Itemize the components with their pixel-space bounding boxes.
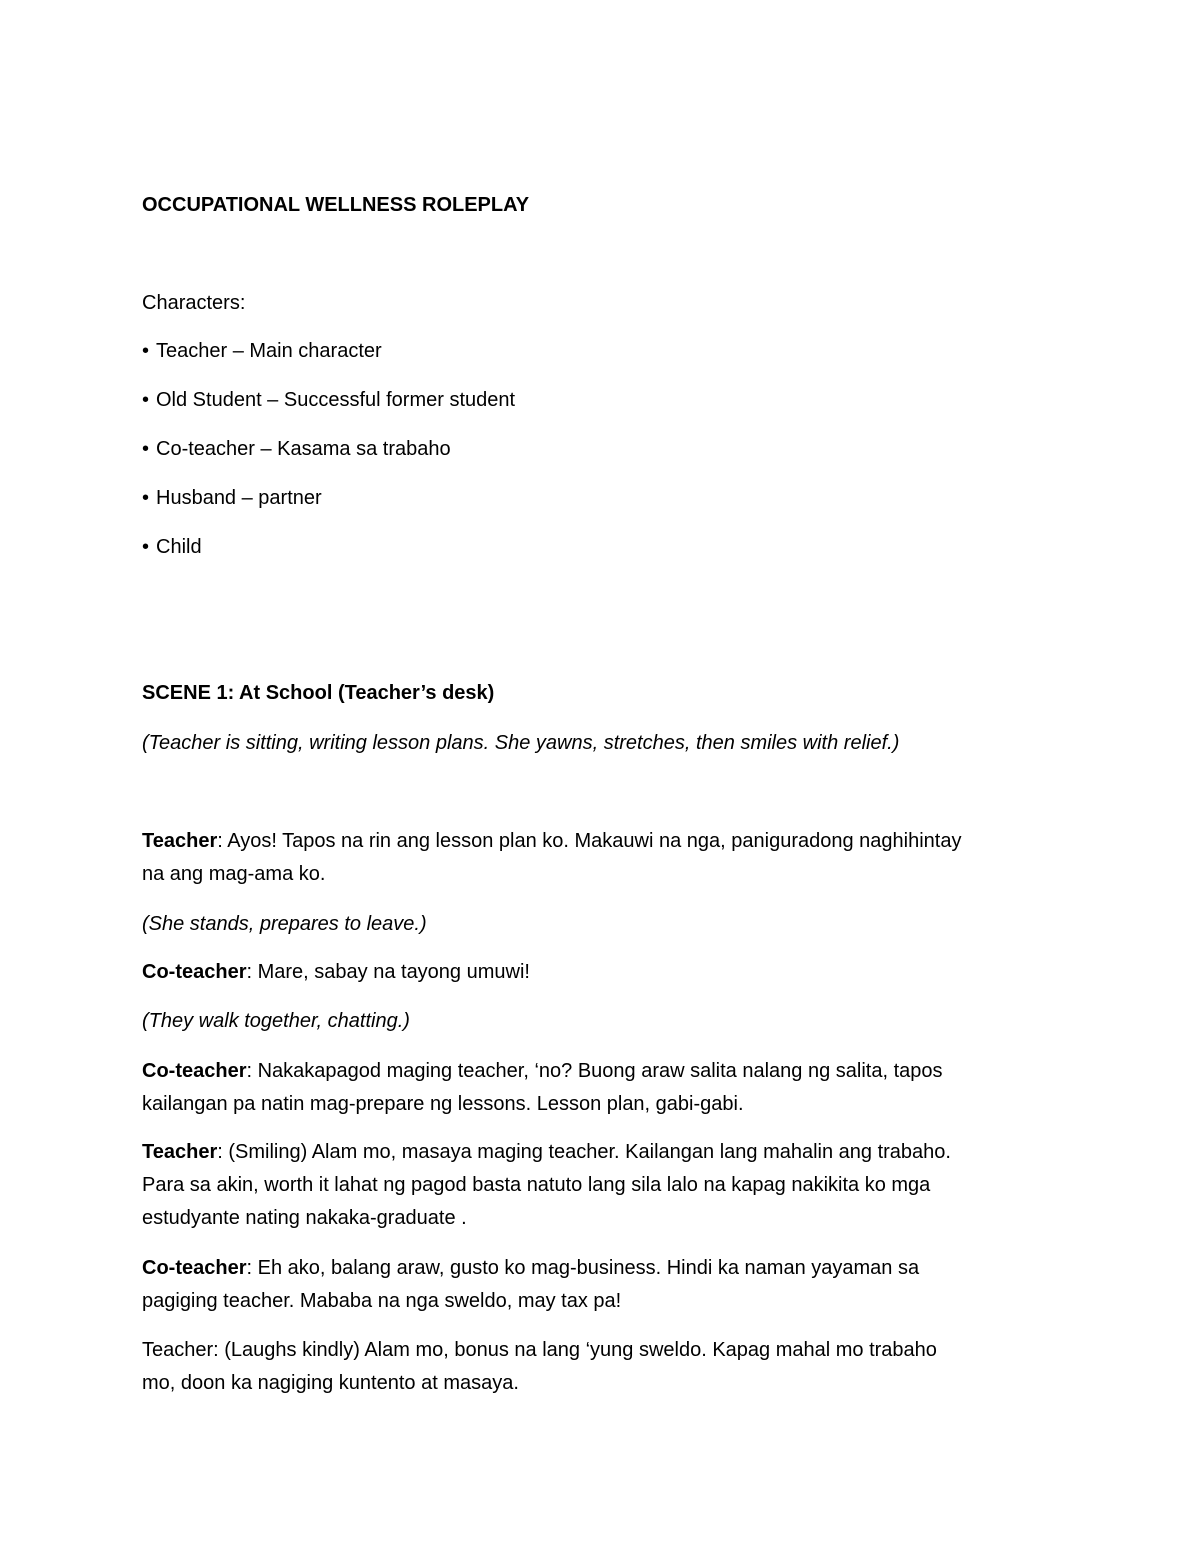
dialogue-line bbox=[142, 1055, 1062, 1088]
dialogue-continuation: estudyante nating nakaka-graduate . bbox=[142, 1207, 467, 1229]
dialogue-line bbox=[142, 1252, 1062, 1285]
dialogue-line bbox=[142, 825, 1062, 858]
dialogue-text: : Nakakapagod maging teacher, ‘no? Buong araw salita nalang ng salita, tapos bbox=[246, 1060, 943, 1082]
dialogue-line: Teacher: (Laughs kindly) Alam mo, bonus na lang ‘yung sweldo. Kapag mahal mo trabaho bbox=[142, 1339, 937, 1361]
dialogue-continuation: pagiging teacher. Mababa na nga sweldo, may tax pa! bbox=[142, 1290, 622, 1312]
stage-direction: (She stands, prepares to leave.) bbox=[142, 913, 427, 935]
character-item bbox=[142, 433, 1062, 466]
character-item bbox=[142, 531, 1062, 564]
dialogue-text: : Ayos! Tapos na rin ang lesson plan ko. Makauwi na nga, paniguradong naghihintay bbox=[217, 830, 962, 852]
stage-direction: (Teacher is sitting, writing lesson plans. She yawns, stretches, then smiles with relief.) bbox=[142, 732, 900, 754]
bullet-icon: • bbox=[142, 487, 150, 509]
speaker-name: Co-teacher bbox=[142, 1060, 247, 1082]
speaker-name: Co-teacher bbox=[142, 961, 247, 983]
dialogue-line bbox=[142, 1136, 1062, 1169]
character-text: Child bbox=[156, 536, 202, 558]
bullet-icon: • bbox=[142, 536, 150, 558]
speaker-name: Teacher bbox=[142, 830, 218, 852]
dialogue-continuation: kailangan pa natin mag-prepare ng lessons. Lesson plan, gabi-gabi. bbox=[142, 1093, 744, 1115]
character-text: Co-teacher – Kasama sa trabaho bbox=[156, 438, 451, 460]
bullet-icon: • bbox=[142, 340, 150, 362]
dialogue-text: : (Smiling) Alam mo, masaya maging teacher. Kailangan lang mahalin ang trabaho. bbox=[217, 1141, 951, 1163]
dialogue-continuation: mo, doon ka nagiging kuntento at masaya. bbox=[142, 1372, 519, 1394]
character-item bbox=[142, 384, 1062, 417]
speaker-name: Teacher bbox=[142, 1141, 218, 1163]
character-item bbox=[142, 335, 1062, 368]
bullet-icon: • bbox=[142, 438, 150, 460]
scene-heading: SCENE 1: At School (Teacher’s desk) bbox=[142, 682, 495, 704]
dialogue-continuation: na ang mag-ama ko. bbox=[142, 863, 326, 885]
dialogue-text: : Eh ako, balang araw, gusto ko mag-business. Hindi ka naman yayaman sa bbox=[246, 1257, 920, 1279]
dialogue-continuation: Para sa akin, worth it lahat ng pagod basta natuto lang sila lalo na kapag nakikita ko mga bbox=[142, 1174, 931, 1196]
dialogue-line bbox=[142, 956, 1062, 989]
dialogue-text: : Mare, sabay na tayong umuwi! bbox=[246, 961, 530, 983]
characters-heading: Characters: bbox=[142, 292, 246, 314]
character-text: Teacher – Main character bbox=[156, 340, 382, 362]
character-item bbox=[142, 482, 1062, 515]
document-title: OCCUPATIONAL WELLNESS ROLEPLAY bbox=[142, 194, 530, 216]
character-text: Husband – partner bbox=[156, 487, 322, 509]
speaker-name: Co-teacher bbox=[142, 1257, 247, 1279]
stage-direction: (They walk together, chatting.) bbox=[142, 1010, 410, 1032]
character-text: Old Student – Successful former student bbox=[156, 389, 516, 411]
bullet-icon: • bbox=[142, 389, 150, 411]
